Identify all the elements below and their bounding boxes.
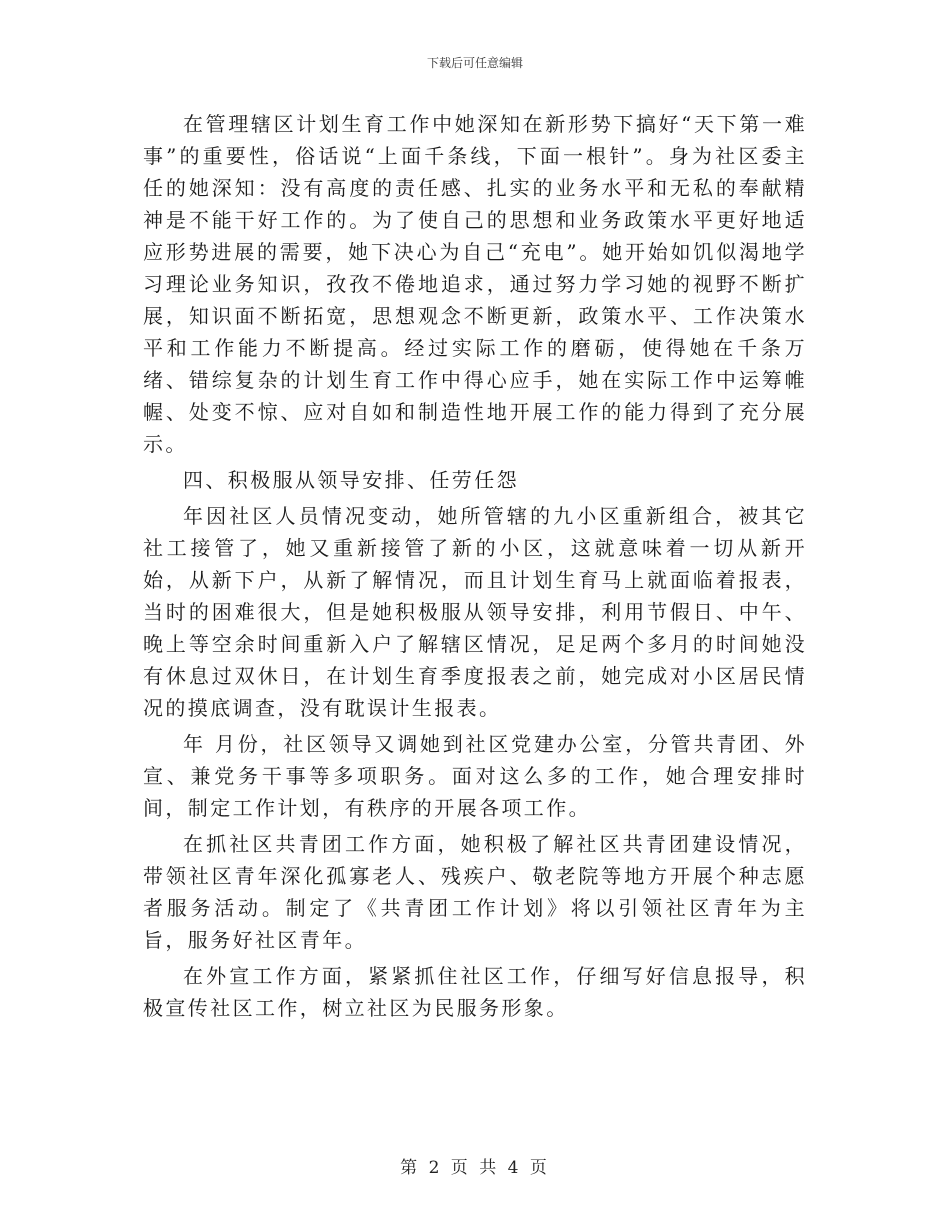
paragraph: 在外宣工作方面，紧紧抓住社区工作，仔细写好信息报导，积极宣传社区工作，树立社区为民服务形象。 [143,964,807,1020]
page-number-footer: 第 2 页 共 4 页 [400,1158,550,1178]
page-header-note: 下载后可任意编辑 [426,56,523,70]
paragraph: 在抓社区共青团工作方面，她积极了解社区共青团建设情况，带领社区青年深化孤寡老人、残疾户、敬老院等地方开展个种志愿者服务活动。制定了《共青团工作计划》将以引领社区青年为主旨，服务好社区青年。 [143,832,807,952]
section-heading: 四、积极服从领导安排、任劳任怨 [183,468,519,492]
document-body [143,108,807,1028]
paragraph: 在管理辖区计划生育工作中她深知在新形势下搞好“天下第一难事”的重要性，俗话说“上面千条线，下面一根针”。身为社区委主任的她深知：没有高度的责任感、扎实的业务水平和无私的奉献精神是不能干好工作的。为了使自己的思想和业务政策水平更好地适应形势进展的需要，她下决心为自己“充电”。她开始如饥似渴地学习理论业务知识，孜孜不倦地追求，通过努力学习她的视野不断扩展，知识面不断拓宽，思想观念不断更新，政策水平、工作决策水平和工作能力不断提高。经过实际工作的磨砺，使得她在千条万绪、错综复杂的计划生育工作中得心应手，她在实际工作中运筹帷幄、处变不惊、应对自如和制造性地开展工作的能力得到了充分展示。 [143,112,807,456]
paragraph: 年因社区人员情况变动，她所管辖的九小区重新组合，被其它社工接管了，她又重新接管了新的小区，这就意味着一切从新开始，从新下户，从新了解情况，而且计划生育马上就面临着报表，当时的困难很大，但是她积极服从领导安排，利用节假日、中午、晚上等空余时间重新入户了解辖区情况，足足两个多月的时间她没有休息过双休日，在计划生育季度报表之前，她完成对小区居民情况的摸底调查，没有耽误计生报表。 [143,504,807,720]
paragraph: 年 月份，社区领导又调她到社区党建办公室，分管共青团、外宣、兼党务干事等多项职务。面对这么多的工作，她合理安排时间，制定工作计划，有秩序的开展各项工作。 [143,732,807,820]
